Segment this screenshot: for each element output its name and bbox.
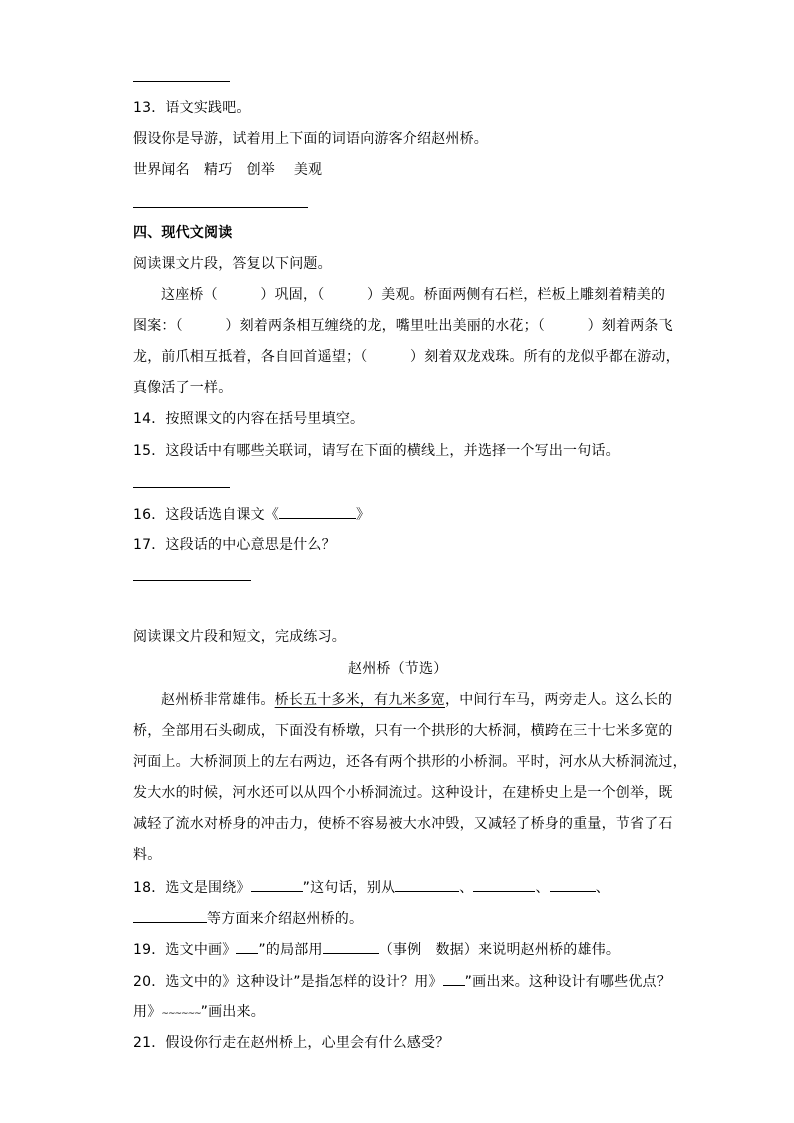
article-line-2: 桥，全部用石头砌成，下面没有桥墩，只有一个拱形的大桥洞，横跨在三十七米多宽的 [133, 723, 673, 739]
q18-blank-3[interactable] [473, 877, 535, 892]
article-line-4: 发大水的时候，河水还可以从四个小桥洞流过。这种设计，在建桥史上是一个创举，既 [133, 785, 673, 801]
q19-text-b: ”的局部用 [258, 942, 323, 958]
q17: 17．这段话的中心意思是什么？ [133, 537, 336, 553]
q18-cont [133, 908, 363, 929]
q18-sep-3: 、 [595, 880, 610, 896]
q19-blank[interactable] [323, 939, 379, 954]
wavy-line-sample: ~~~~~~ [161, 1009, 201, 1019]
q15: 15．这段话中有哪些关联词，请写在下面的横线上，并选择一个写出一句话。 [133, 443, 620, 459]
q20 [133, 971, 671, 992]
q18-blank-4[interactable] [550, 877, 596, 892]
q20-cont [133, 1002, 265, 1024]
q18-text-a: 18．选文是围绕》 [133, 880, 251, 896]
q16-text: 16．这段话选自课文《 [133, 507, 280, 523]
q20-text-c: 用》 [133, 1004, 162, 1020]
q18-blank-5[interactable] [133, 908, 207, 923]
article-line-3: 河面上。大桥洞顶上的左右两边，还各有两个拱形的小桥洞。平时，河水从大桥洞流过， [133, 754, 687, 770]
article-sentence: 赵州桥非常雄伟。 [161, 692, 275, 708]
passage-line-3: 龙，前爪相互抵着，各自回首遥望；（ ）刻着双龙戏珠。所有的龙似乎都在游动， [133, 349, 680, 365]
answer-line [133, 81, 230, 82]
q19-text-c: （事例 数据）来说明赵州桥的雄伟。 [378, 942, 621, 958]
q13-words: 世界闻名 精巧 创举 美观 [133, 162, 323, 178]
q20-text-a: 20．选文中的》这种设计”是指怎样的设计？用》 [133, 974, 443, 990]
passage-line-4: 真像活了一样。 [133, 380, 233, 396]
q13-prompt: 假设你是导游，试着用上下面的词语向游客介绍赵州桥。 [133, 131, 488, 147]
q20-text-d: ”画出来。 [200, 1004, 265, 1020]
q14: 14．按照课文的内容在括号里填空。 [133, 411, 365, 427]
q19 [133, 939, 620, 960]
article-sentence-end: ，中间行车马，两旁走人。这么长的 [445, 692, 673, 708]
article-line-5: 减轻了流水对桥身的冲击力，使桥不容易被大水冲毁，又减轻了桥身的重量，节省了石 [133, 816, 673, 832]
q20-mark-sample [443, 971, 465, 986]
reading-intro: 阅读课文片段，答复以下问题。 [133, 256, 332, 272]
q16-blank[interactable] [279, 504, 356, 519]
article-title: 赵州桥（节选） [348, 661, 448, 677]
q18-blank-2[interactable] [395, 877, 459, 892]
section-heading: 四、现代文阅读 [133, 225, 233, 241]
q20-text-b: ”画出来。这种设计有哪些优点？ [464, 974, 671, 990]
q18-text-c: 等方面来介绍赵州桥的。 [207, 911, 364, 927]
passage-line-2: 图案：（ ）刻着两条相互缠绕的龙，嘴里吐出美丽的水花；（ ）刻着两条飞 [133, 318, 673, 334]
q19-mark-sample [236, 939, 258, 954]
q18-blank-1[interactable] [251, 877, 303, 892]
underlined-sentence: 桥长五十多米，有九米多宽 [274, 692, 446, 708]
article-line-1 [161, 690, 672, 710]
q16 [133, 504, 370, 525]
passage-line-1: 这座桥（ ）巩固，（ ）美观。桥面两侧有石栏，栏板上雕刻着精美的 [161, 287, 666, 303]
q13-title: 13．语文实践吧。 [133, 100, 251, 116]
q18-sep-2: 、 [535, 880, 550, 896]
q19-text-a: 19．选文中画》 [133, 942, 237, 958]
q18-text-b: ”这句话，别从 [302, 880, 396, 896]
q13-answer-line [133, 207, 308, 208]
q21: 21．假设你行走在赵州桥上，心里会有什么感受？ [133, 1035, 450, 1051]
q16-close: 》 [356, 507, 371, 523]
article-line-6: 料。 [133, 847, 162, 863]
q15-answer-line [133, 487, 230, 488]
q17-answer-line [133, 580, 251, 581]
q18 [133, 877, 610, 898]
reading2-intro: 阅读课文片段和短文，完成练习。 [133, 629, 346, 645]
q18-sep-1: 、 [459, 880, 474, 896]
